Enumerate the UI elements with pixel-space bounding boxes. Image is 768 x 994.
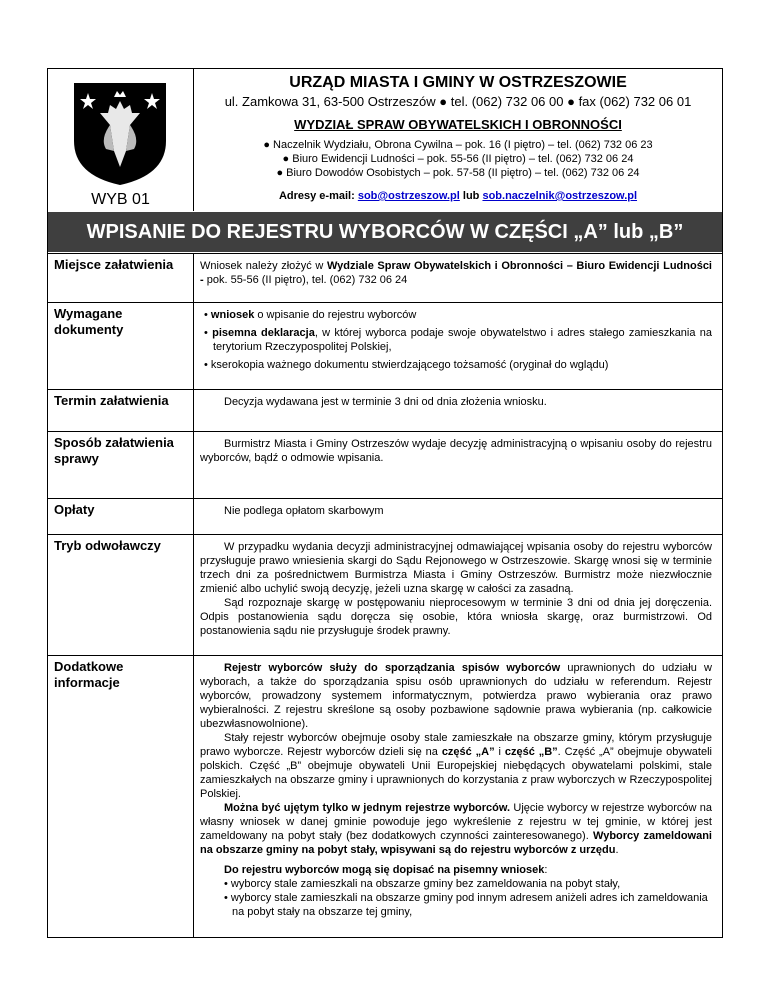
coat-of-arms-icon [70, 79, 170, 187]
office-name: URZĄD MIASTA I GMINY W OSTRZESZOWIE [289, 74, 627, 91]
header [48, 69, 722, 211]
document-frame [47, 68, 723, 938]
contact-list [194, 138, 722, 180]
office-address: ul. Zamkowa 31, 63-500 Ostrzeszów ● tel. (062) 732 06 00 ● fax (062) 732 06 01 [224, 94, 692, 109]
page-title: WPISANIE DO REJESTRU WYBORCÓW W CZĘŚCI „A” lub „B” [48, 212, 722, 252]
row-dokumenty [48, 302, 722, 389]
list-item: • kserokopia ważnego dokumentu stwierdzającego tożsamość (oryginał do wglądu) [204, 359, 609, 371]
contact-item: ● Biuro Ewidencji Ludności – pok. 55-56 (II piętro) – tel. (062) 732 06 24 [282, 153, 634, 165]
row-value: Nie podlega opłatom skarbowym [224, 505, 384, 517]
crest-box [48, 69, 194, 211]
email-line [194, 190, 722, 202]
document-list [200, 308, 712, 372]
list-item: • wniosek o wpisanie do rejestru wyborców [204, 309, 417, 321]
row-label: Opłaty [48, 499, 194, 534]
list-item: • wyborcy stale zamieszkali na obszarze gminy bez zameldowania na pobyt stały, [224, 878, 621, 890]
row-tryb [48, 534, 722, 655]
row-value: W przypadku wydania decyzji administracyjnej odmawiającej wpisania osoby do rejestru wyborców przysługuje prawo wniesienia skargi do Sądu Rejonowego w Ostrzeszowie. Skargę wnosi się w terminie trzech dni za pośrednictwem Burmistrza Miasta i Gminy Ostrzeszów. Burmistrz może niezwłocznie zmienić albo uchylić swoją decyzję, jeżeli uzna skargę w całości za zasadną. Sąd rozpoznaje skargę w postępowaniu nieprocesowym w terminie 3 dni od dnia jej doręczenia. Odpis postanowienia sądu doręcza się osobie, która wniosła skargę, oraz burmistrzowi. Od postanowienia sądu nie przysługuje środek prawny. [200, 541, 712, 637]
email-prefix: Adresy e-mail: [278, 190, 355, 202]
row-value: Wniosek należy złożyć w Wydziale Spraw Obywatelskich i Obronności – Biuro Ewidencji Ludności - pok. 55-56 (II piętro), tel. (062) 732 06 24 [200, 260, 712, 286]
office-info [194, 69, 722, 202]
department-name: WYDZIAŁ SPRAW OBYWATELSKICH I OBRONNOŚCI [294, 117, 622, 132]
row-value: Rejestr wyborców służy do sporządzania spisów wyborców uprawnionych do udziału w wyborach, a także do sporządzania spisu osób uprawnionych do udziału w referendum. Rejestr wyborców, prowadzony systemem informatycznym, potwierdza prawo wybierania oraz prawo wybieralności. Z rejestru skreślone są osoby pozbawione sądownie prawa wybierania (np. całkowicie ubezwłasnowolnione). Stały rejestr wyborców obejmuje osoby stale zamieszkałe na obszarze gminy, którym przysługuje prawo wyborcze. Rejestr wyborców dzieli się na część „A” i część „B”. Część „A” obejmuje obywateli polskich. Część „B” obejmuje obywateli Unii Europejskiej niebędących obywatelami polskimi, stale zamieszkałych na obszarze gminy i uprawnionych do korzystania z praw wyborczych w Rzeczypospolitej Polskiej. Można być ujętym tylko w jednym rejestrze wyborców. Ujęcie wyborcy w rejestrze wyborców na własny wniosek w danej gminie powoduje jego wykreślenie z rejestru w tej gminie, w której jest zameldowany na pobyt stały (bez dodatkowych czynności zainteresowanego). Wyborcy zameldowani na obszarze gminy na pobyt stały, wpisywani są do rejestru wyborców z urzędu. Do rejestru wyborców mogą się dopisać na pisemny wniosek: • wyborcy stale zamieszkali na obszarze gminy bez zameldowania na pobyt stały, • wyborcy stale zamieszkali na obszarze gminy pod innym adresem aniżeli adres ich zameldowania na pobyt stały na obszarze tej gminy, [200, 662, 713, 918]
row-label: Miejsce załatwienia [48, 254, 194, 302]
list-item: • wyborcy stale zamieszkali na obszarze gminy pod innym adresem aniżeli adres ich zameldowania na pobyt stały na obszarze tej gminy, [224, 892, 708, 918]
row-label: Tryb odwoławczy [48, 535, 194, 655]
row-label: Sposób załatwienia sprawy [48, 432, 194, 498]
contact-item: ● Biuro Dowodów Osobistych – pok. 57-58 (II piętro) – tel. (062) 732 06 24 [276, 167, 640, 179]
list-item: • pisemna deklaracja, w której wyborca podaje swoje obywatelstwo i adres stałego zamieszkania na terytorium Rzeczypospolitej Polskiej, [204, 327, 712, 353]
contact-item: ● Naczelnik Wydziału, Obrona Cywilna – pok. 16 (I piętro) – tel. (062) 732 06 23 [263, 139, 653, 151]
row-termin [48, 389, 722, 431]
row-sposob [48, 431, 722, 498]
row-label: Termin załatwienia [48, 390, 194, 431]
form-code: WYB 01 [91, 191, 150, 208]
email-mid: lub [462, 190, 480, 202]
row-dodatkowe [48, 655, 722, 937]
row-oplaty [48, 498, 722, 534]
row-label: Wymagane dokumenty [48, 303, 194, 389]
row-miejsce [48, 253, 722, 302]
email-link-sob[interactable]: sob@ostrzeszow.pl [357, 190, 460, 202]
row-value: Burmistrz Miasta i Gminy Ostrzeszów wydaje decyzję administracyjną o wpisaniu osoby do rejestru wyborców, bądź o odmowie wpisania. [200, 438, 712, 464]
email-link-naczelnik[interactable]: sob.naczelnik@ostrzeszow.pl [482, 190, 638, 202]
row-value: Decyzja wydawana jest w terminie 3 dni od dnia złożenia wniosku. [224, 396, 547, 408]
row-value [200, 303, 712, 376]
row-label: Dodatkowe informacje [48, 656, 194, 937]
additional-list: Do rejestru wyborców mogą się dopisać na pisemny wniosek: • wyborcy stale zamieszkali na obszarze gminy bez zameldowania na pobyt stały, • wyborcy stale zamieszkali na obszarze gminy pod innym adresem aniżeli adres ich zameldowania na pobyt stały na obszarze tej gminy, [224, 863, 712, 919]
